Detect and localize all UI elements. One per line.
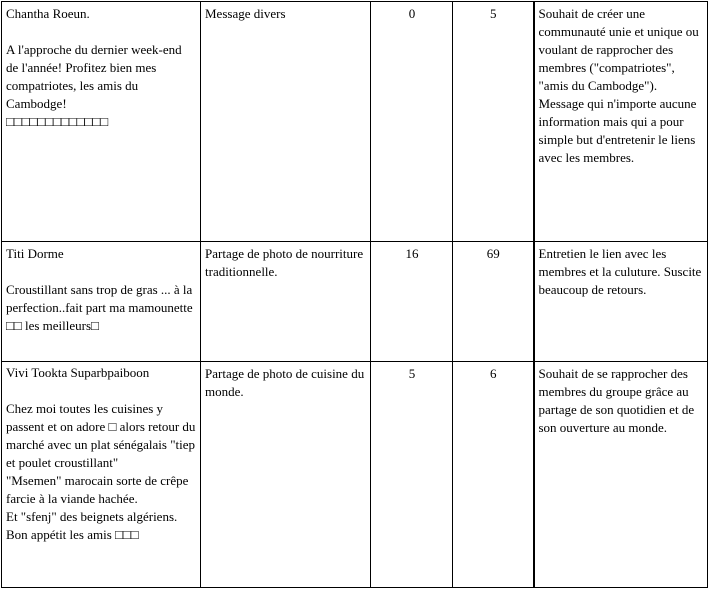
count-cell: 69 bbox=[453, 242, 534, 362]
post-analysis: Entretien le lien avec les membres et la culuture. Suscite beaucoup de retours. bbox=[534, 242, 708, 362]
count-cell: 5 bbox=[371, 362, 453, 588]
table-row bbox=[2, 2, 708, 242]
post-type: Message divers bbox=[201, 2, 371, 242]
count-cell: 5 bbox=[453, 2, 534, 242]
post-author-text: Titi Dorme Croustillant sans trop de gras ... à la perfection..fait part ma mamounette □□ les meilleurs□ bbox=[2, 242, 201, 362]
post-type: Partage de photo de cuisine du monde. bbox=[201, 362, 371, 588]
count-cell: 0 bbox=[371, 2, 453, 242]
table-row bbox=[2, 362, 708, 588]
post-author-text: Chantha Roeun. A l'approche du dernier week-end de l'année! Profitez bien mes compatriotes, les amis du Cambodge! □□□□□□□□□□□□□ bbox=[2, 2, 201, 242]
count-cell: 6 bbox=[453, 362, 534, 588]
post-author-text: Vivi Tookta Suparbpaiboon Chez moi toutes les cuisines y passent et on adore □ alors retour du marché avec un plat sénégalais "tiep et poulet croustillant" "Msemen" marocain sorte de crêpe farcie à la viande hachée. Et "sfenj" des beignets algériens. Bon appétit les amis □□□ bbox=[2, 362, 201, 588]
post-analysis: Souhait de créer une communauté unie et unique ou voulant de rapprocher des membres ("compatriotes", "amis du Cambodge"). Message qui n'importe aucune information mais qui a pour simple but d'entretenir le liens avec les membres. bbox=[534, 2, 708, 242]
post-analysis: Souhait de se rapprocher des membres du groupe grâce au partage de son quotidien et de son ouverture au monde. bbox=[534, 362, 708, 588]
table-row bbox=[2, 242, 708, 362]
posts-table bbox=[1, 1, 708, 588]
post-type: Partage de photo de nourriture traditionnelle. bbox=[201, 242, 371, 362]
count-cell: 16 bbox=[371, 242, 453, 362]
